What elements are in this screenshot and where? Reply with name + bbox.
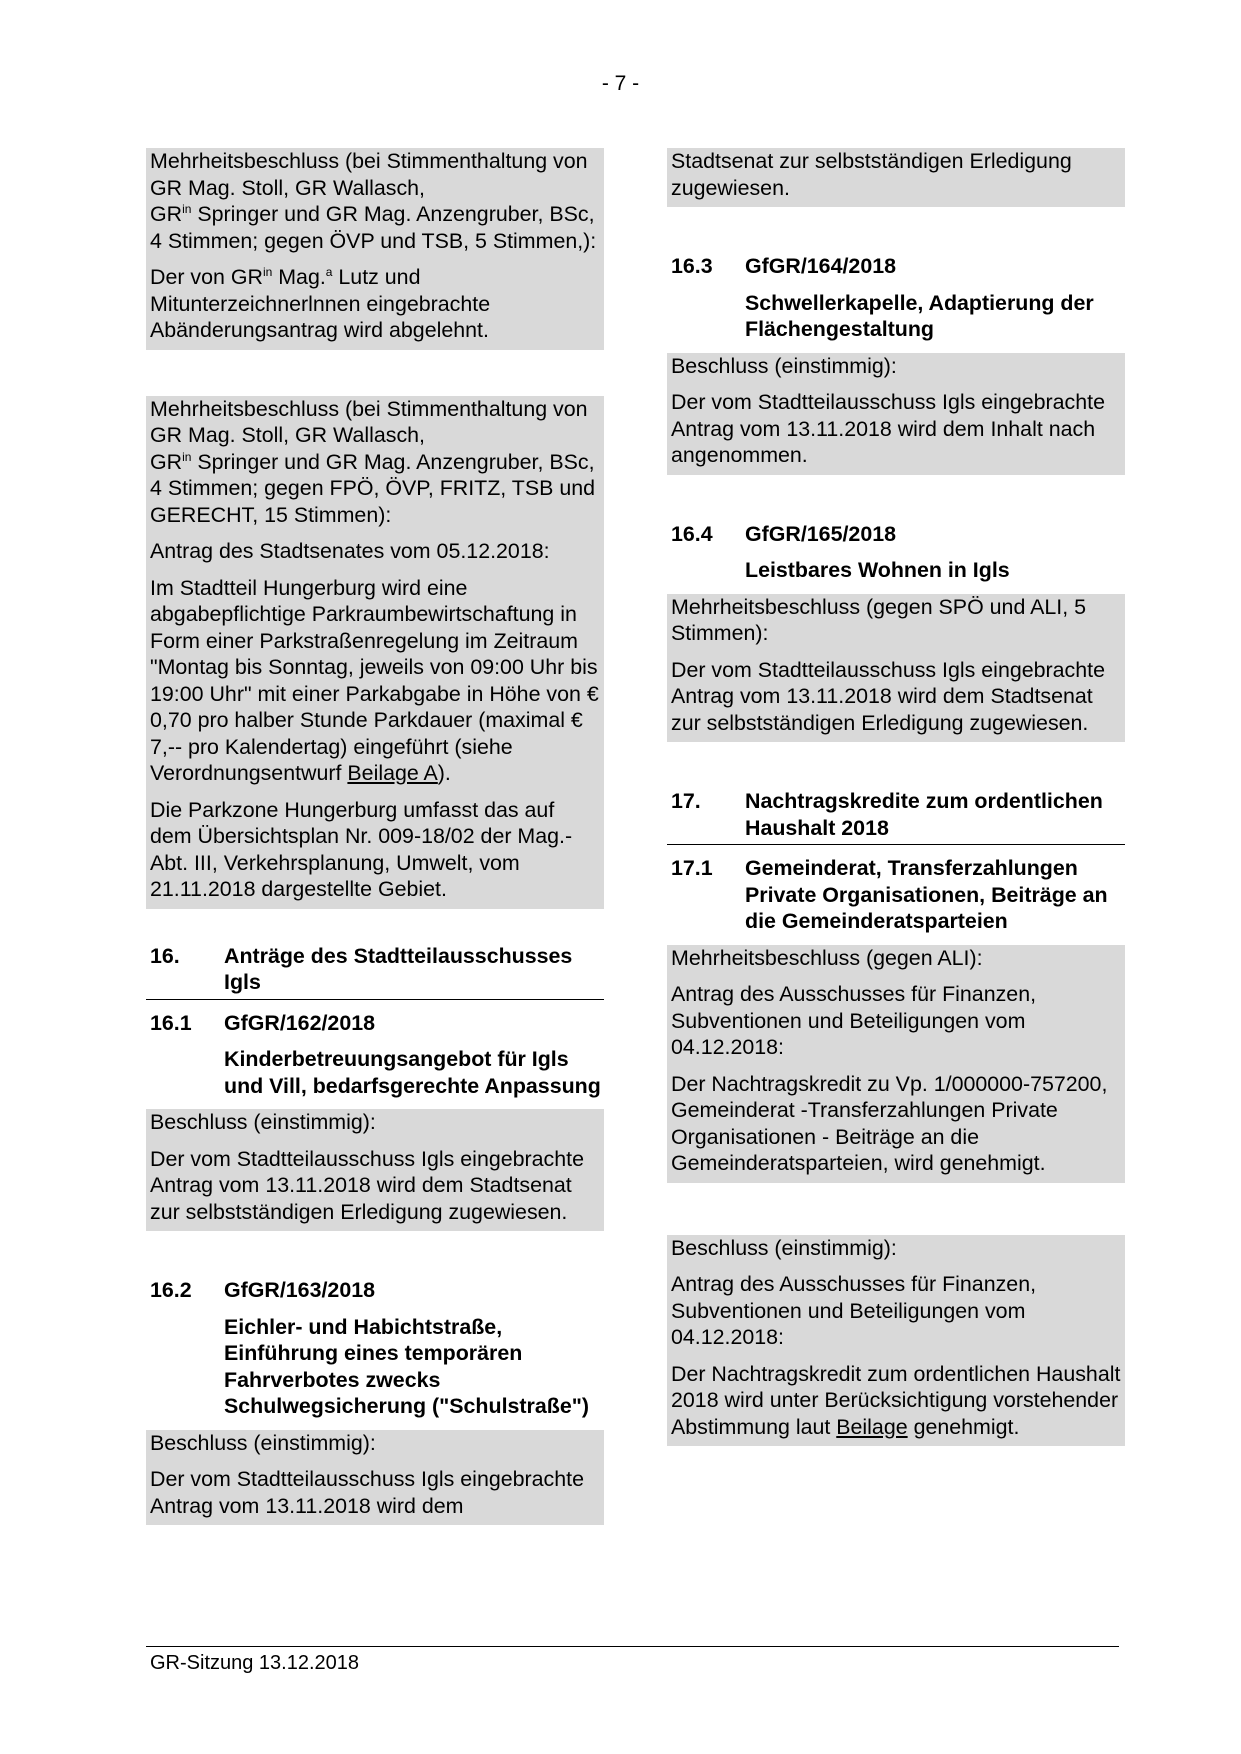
section-17-1-heading: 17.1 Gemeinderat, Transferzahlungen Private Organisationen, Beiträge an die Gemeinderatsparteien — [671, 856, 1108, 933]
section-16-3-title: Schwellerkapelle, Adaptierung der Flächengestaltung — [745, 290, 1094, 341]
section-16-2-resolution: Beschluss (einstimmig): Der vom Stadtteilausschuss Igls eingebrachte Antrag vom 13.11.2018 wird dem — [146, 1430, 604, 1526]
right-column — [667, 148, 1125, 1446]
section-16-2-heading: 16.2 GfGR/163/2018 — [150, 1278, 376, 1302]
footer-text: GR-Sitzung 13.12.2018 — [150, 1652, 360, 1674]
section-16-1-heading: 16.1 GfGR/162/2018 — [150, 1010, 376, 1035]
section-16-4-heading: 16.4 GfGR/165/2018 — [671, 521, 897, 546]
section-17-heading: 17. Nachtragskredite zum ordentlichen Haushalt 2018 — [667, 788, 1125, 845]
footer-divider — [146, 1646, 1119, 1647]
decision-text: Im Stadtteil Hungerburg wird eine abgabepflichtige Parkraumbewirtschaftung in Form einer Parkstraßenregelung im Zeitraum "Montag bis Sonntag, jeweils von 09:00 Uhr bis 19:00 Uhr" mit einer Parkabgabe in Höhe von € 0,70 pro halber Stunde Parkdauer (maximal € 7,-- pro Kalendertag) eingeführt (siehe Verordnungsentwurf Beilage A). — [150, 575, 599, 785]
resolution-block-2 — [146, 396, 604, 909]
final-resolution: Beschluss (einstimmig): Antrag des Ausschusses für Finanzen, Subventionen und Beteiligungen vom 04.12.2018: Der Nachtragskredit zum ordentlichen Haushalt 2018 wird unter Berücksichtigung vorstehender Abstimmung laut Beilage genehmigt. — [667, 1235, 1125, 1447]
section-16-4-resolution: Mehrheitsbeschluss (gegen SPÖ und ALI, 5 Stimmen): Der vom Stadtteilausschuss Igls eingebrachte Antrag vom 13.11.2018 wird dem Stadtsenat zur selbstständigen Erledigung zugewiesen. — [667, 594, 1125, 743]
section-16-4-title: Leistbares Wohnen in Igls — [745, 558, 1010, 582]
zone-description: Die Parkzone Hungerburg umfasst das auf dem Übersichtsplan Nr. 009-18/02 der Mag.-Abt. III, Verkehrsplanung, Umwelt, vom 21.11.2018 dargestellte Gebiet. — [150, 797, 573, 901]
continuation-block: Stadtsenat zur selbstständigen Erledigung zugewiesen. — [667, 148, 1125, 207]
resolution-text: Mehrheitsbeschluss (bei Stimmenthaltung von GR Mag. Stoll, GR Wallasch, $GR^{in}$ Springer und GR Mag. Anzengruber, BSc, 4 Stimmen; gegen ÖVP und TSB, 5 Stimmen,): — [150, 149, 597, 253]
motion-line: Antrag des Stadtsenates vom 05.12.2018: — [150, 539, 550, 563]
section-16-1-resolution: Beschluss (einstimmig): Der vom Stadtteilausschuss Igls eingebrachte Antrag vom 13.11.2018 wird dem Stadtsenat zur selbstständigen Erledigung zugewiesen. — [146, 1109, 604, 1231]
resolution-block-1 — [146, 148, 604, 350]
section-16-heading: 16. Anträge des Stadtteilausschusses Igls — [146, 943, 604, 1000]
section-16-2-title: Eichler- und Habichtstraße, Einführung eines temporären Fahrverbotes zwecks Schulwegsicherung ("Schulstraße") — [224, 1314, 589, 1418]
section-16-1-title: Kinderbetreuungsangebot für Igls und Vill, bedarfsgerechte Anpassung — [224, 1047, 601, 1098]
section-16-3-resolution: Beschluss (einstimmig): Der vom Stadtteilausschuss Igls eingebrachte Antrag vom 13.11.2018 wird dem Inhalt nach angenommen. — [667, 353, 1125, 475]
section-17-1-resolution: Mehrheitsbeschluss (gegen ALI): Antrag des Ausschusses für Finanzen, Subventionen und Beteiligungen vom 04.12.2018: Der Nachtragskredit zu Vp. 1/000000-757200, Gemeinderat -Transferzahlungen Private Organisationen - Beiträge an die Gemeinderatsparteien, wird genehmigt. — [667, 945, 1125, 1183]
section-16-3-heading: 16.3 GfGR/164/2018 — [671, 254, 897, 278]
resolution-text: Mehrheitsbeschluss (bei Stimmenthaltung von GR Mag. Stoll, GR Wallasch, $GR^{in}$ Springer und GR Mag. Anzengruber, BSc, 4 Stimmen; gegen FPÖ, ÖVP, FRITZ, TSB und GERECHT, 15 Stimmen): — [150, 396, 596, 527]
decision-text: Der von $GR^{in}$ Mag.$^a$ Lutz und Mitunterzeichnerlnnen eingebrachte Abänderungsantrag wird abgelehnt. — [150, 264, 491, 342]
page-number: - 7 - — [601, 72, 640, 95]
attachment-link[interactable]: Beilage — [836, 1414, 908, 1439]
attachment-link[interactable]: Beilage A — [347, 761, 438, 785]
left-column — [146, 148, 604, 1525]
